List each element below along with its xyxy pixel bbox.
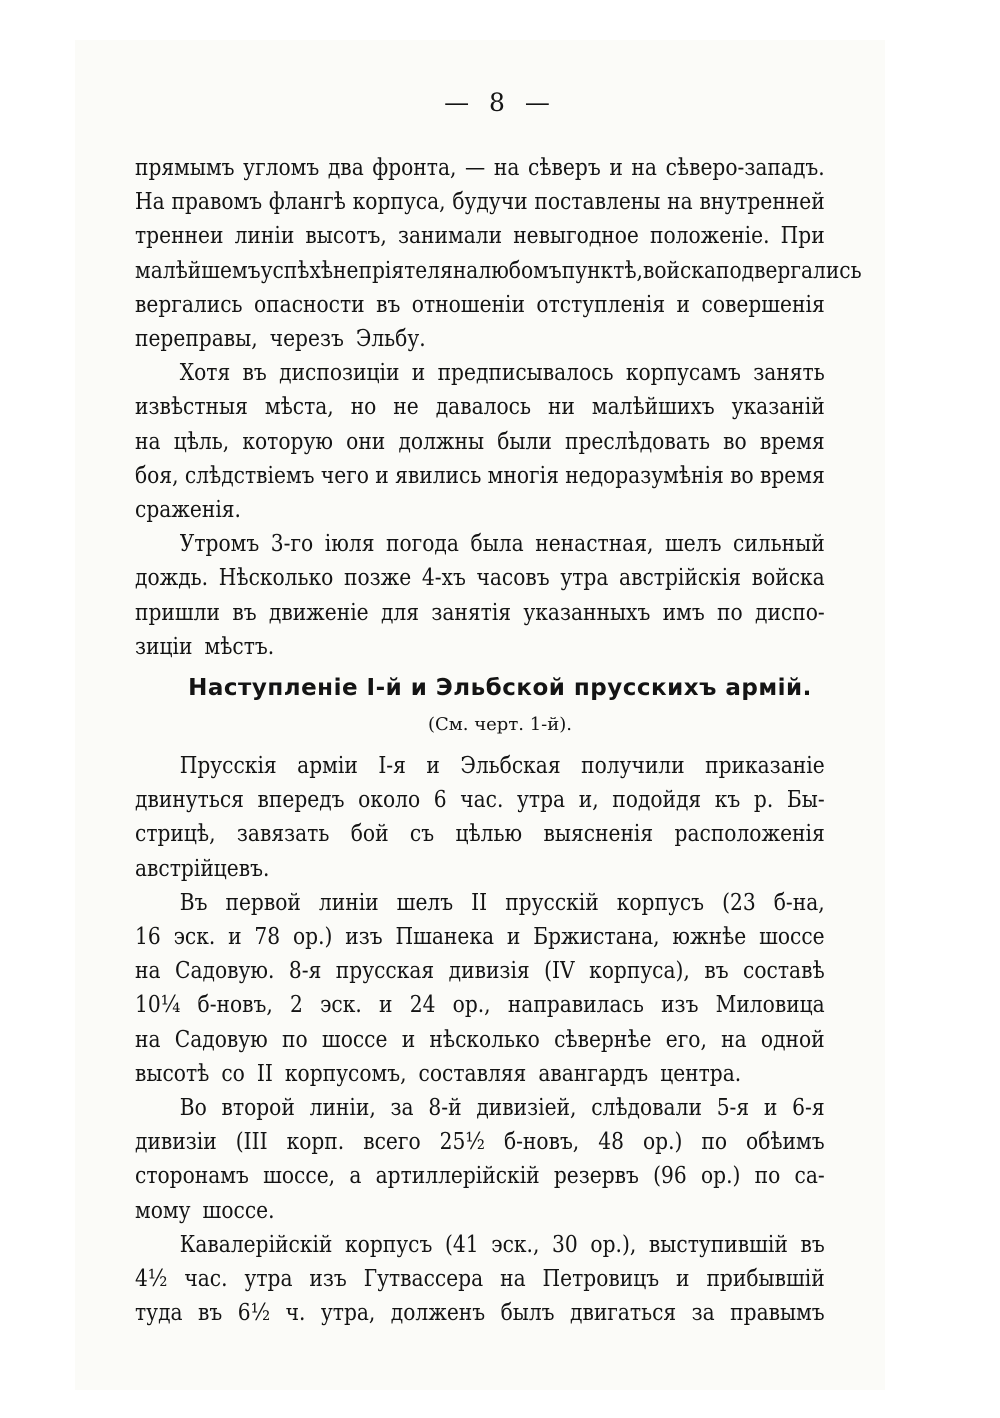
text-line: Въ первой линіи шелъ II прусскій корпусъ (23 б-на, — [179, 887, 825, 916]
text-line: на Садовую по шоссе и нѣсколько сѣвернѣе его, на одной — [135, 1024, 825, 1053]
text-line: Кавалерійскій корпусъ (41 эск., 30 ор.), выступившій въ — [179, 1229, 825, 1258]
text-line: зиціи мѣстъ. — [135, 631, 275, 660]
text-line: 16 эск. и 78 ор.) изъ Пшанека и Бржистана, южнѣе шоссе — [135, 922, 825, 950]
text-line: На правомъ флангѣ корпуса, будучи поставлены на внутренней — [135, 187, 825, 216]
text-line: сторонамъ шоссе, а артиллерійскій резервъ (96 ор.) по са- — [135, 1161, 825, 1190]
text-line: пришли въ движеніе для занятія указанныхъ имъ по диспо- — [135, 597, 825, 626]
text-line: малѣйшемъ успѣхѣ непріятеля на любомъ пунктѣ, войска подвергались — [135, 255, 862, 284]
text-line: дивизіи (III корп. всего 25½ б-новъ, 48 ор.) по обѣимъ — [135, 1127, 825, 1156]
text-line: австрійцевъ. — [135, 853, 270, 882]
text-line: двинуться впередъ около 6 час. утра и, подойдя къ р. Бы- — [135, 785, 825, 814]
text-line: дождь. Нѣсколько позже 4-хъ часовъ утра австрійскія войска — [135, 563, 825, 592]
text-line: вергались опасности въ отношеніи отступленія и совершенія — [135, 289, 825, 318]
text-line: стрицѣ, завязать бой съ цѣлью выясненія расположенія — [135, 819, 825, 848]
text-line: на Садовую. 8-я прусская дивизія (IV корпуса), въ составѣ — [135, 956, 825, 985]
text-line: Утромъ 3-го іюля погода была ненастная, шелъ сильный — [179, 529, 825, 558]
text-line: на цѣль, которую они должны были преслѣдовать во время — [135, 426, 825, 455]
text-line: прямымъ угломъ два фронта, — на сѣверъ и на сѣверо-западъ. — [135, 153, 825, 181]
text-line: боя, слѣдствіемъ чего и явились многія недоразумѣнія во время — [135, 460, 825, 489]
text-line: сраженія. — [135, 495, 241, 523]
text-line: Во второй линіи, за 8-й дивизіей, слѣдовали 5-я и 6-я — [179, 1093, 825, 1121]
text-line: 4½ час. утра изъ Гутвассера на Петровицъ и прибывшій — [135, 1264, 825, 1292]
section-heading: Наступленіе І-й и Эльбской прусскихъ армій. — [188, 675, 812, 701]
text-line: 10¼ б-новъ, 2 эск. и 24 ор., направилась изъ Миловица — [135, 990, 825, 1019]
text-line: Хотя въ диспозиціи и предписывалось корпусамъ занять — [179, 358, 825, 387]
text-line: переправы, черезъ Эльбу. — [135, 324, 426, 352]
section-subheading: (См. черт. 1-й). — [428, 714, 572, 735]
text-line: треннеи линіи высотъ, занимали невыгодное положеніе. При — [135, 221, 825, 250]
text-line: высотѣ со II корпусомъ, составляя авангардъ центра. — [135, 1058, 742, 1087]
text-line: туда въ 6½ ч. утра, долженъ былъ двигаться за правымъ — [135, 1298, 825, 1327]
page-number: — 8 — — [444, 88, 556, 117]
text-line: мому шоссе. — [135, 1195, 275, 1224]
text-line: Прусскія арміи І-я и Эльбская получили приказаніе — [179, 751, 825, 779]
text-line: извѣстныя мѣста, но не давалось ни малѣйшихъ указаній — [135, 392, 825, 421]
